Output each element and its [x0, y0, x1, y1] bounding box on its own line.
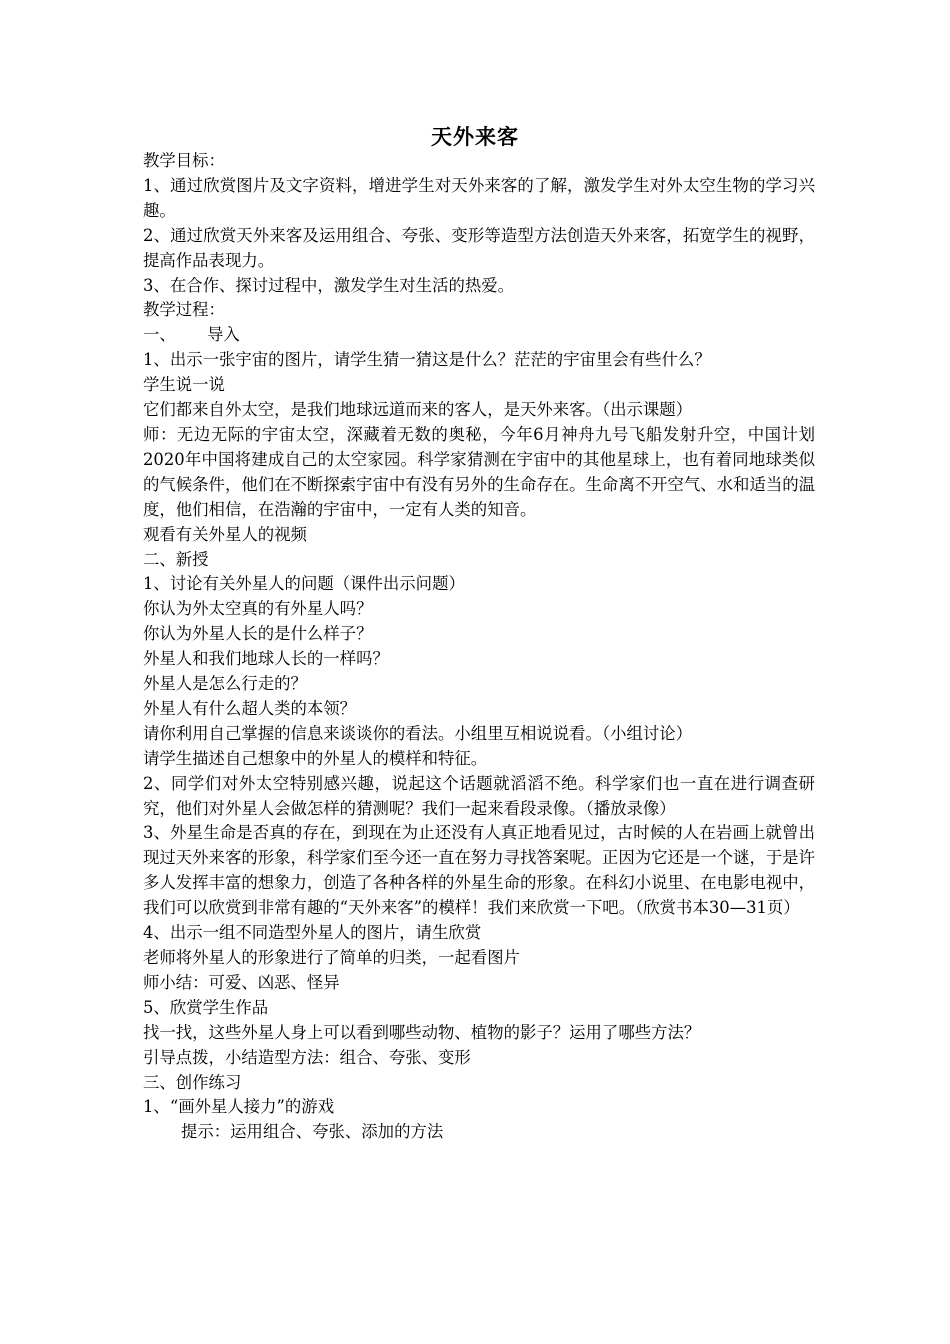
- question-item: 外星人是怎么行走的？: [143, 674, 307, 694]
- paragraph: 师：无边无际的宇宙太空，深藏着无数的奥秘，今年6月神舟九号飞船发射升空，中国计划2020年中国将建成自己的太空家园。科学家猜测在宇宙中的其他星球上，也有着同地球类似的气候条件，他们在不断探索宇宙中有没有另外的生命存在。生命离不开空气、水和适当的温度，他们相信，在浩瀚的宇宙中，一定有人类的知音。: [143, 424, 816, 519]
- paragraph-objectives-heading: 教学目标：: [143, 151, 225, 170]
- paragraph-objective-1: 1、通过欣赏图片及文字资料，增进学生对天外来客的了解，激发学生对外太空生物的学习兴趣。: [143, 175, 815, 220]
- paragraph: 1、“画外星人接力”的游戏: [143, 1097, 335, 1117]
- paragraph: 师小结：可爱、凶恶、怪异: [143, 972, 340, 992]
- document-title: 天外来客: [431, 125, 519, 149]
- question-item: 外星人和我们地球人长的一样吗？: [143, 649, 389, 669]
- section-heading-intro: 一、 导入: [143, 325, 240, 345]
- paragraph-objective-2: 2、通过欣赏天外来客及运用组合、夸张、变形等造型方法创造天外来客，拓宽学生的视野，提高作品表现力。: [143, 225, 815, 270]
- question-item: 外星人有什么超人类的本领？: [143, 698, 357, 718]
- paragraph: 引导点拨，小结造型方法：组合、夸张、变形: [143, 1047, 471, 1067]
- paragraph: 请学生描述自己想象中的外星人的模样和特征。: [143, 748, 488, 768]
- paragraph: 学生说一说: [143, 375, 225, 395]
- section-heading-practice: 三、创作练习: [143, 1072, 242, 1092]
- paragraph: 请你利用自己掌握的信息来谈谈你的看法。小组里互相说说看。（小组讨论）: [143, 723, 693, 743]
- paragraph: 观看有关外星人的视频: [143, 524, 307, 544]
- paragraph: 2、同学们对外太空特别感兴趣，说起这个话题就滔滔不绝。科学家们也一直在进行调查研究，他们对外星人会做怎样的猜测呢？我们一起来看段录像。（播放录像）: [143, 773, 815, 818]
- paragraph: 1、讨论有关外星人的问题（课件出示问题）: [143, 574, 465, 594]
- paragraph: 4、出示一组不同造型外星人的图片，请生欣赏: [143, 923, 482, 943]
- question-item: 你认为外星人长的是什么样子？: [143, 624, 373, 644]
- hint-paragraph: 提示：运用组合、夸张、添加的方法: [181, 1122, 444, 1142]
- paragraph: 它们都来自外太空，是我们地球远道而来的客人，是天外来客。（出示课题）: [143, 400, 693, 420]
- paragraph-objective-3: 3、在合作、探讨过程中，激发学生对生活的热爱。: [143, 275, 515, 295]
- paragraph: 找一找，这些外星人身上可以看到哪些动物、植物的影子？运用了哪些方法？: [143, 1022, 701, 1042]
- section-heading-new-lesson: 二、新授: [143, 549, 209, 569]
- paragraph: 1、出示一张宇宙的图片，请学生猜一猜这是什么？茫茫的宇宙里会有些什么？: [143, 350, 711, 370]
- question-item: 你认为外太空真的有外星人吗？: [143, 599, 373, 619]
- paragraph-process-heading: 教学过程：: [143, 300, 225, 320]
- document-body: [143, 149, 815, 1145]
- paragraph: 老师将外星人的形象进行了简单的归类，一起看图片: [143, 948, 520, 967]
- paragraph: 3、外星生命是否真的存在，到现在为止还没有人真正地看见过，古时候的人在岩画上就曾出现过天外来客的形象，科学家们至今还一直在努力寻找答案呢。正因为它还是一个谜，于是许多人发挥丰富的想象力，创造了各种各样的外星生命的形象。在科幻小说里、在电影电视中，我们可以欣赏到非常有趣的“天外来客”的模样！我们来欣赏一下吧。（欣赏书本30—31页）: [143, 823, 816, 918]
- paragraph: 5、欣赏学生作品: [143, 997, 269, 1017]
